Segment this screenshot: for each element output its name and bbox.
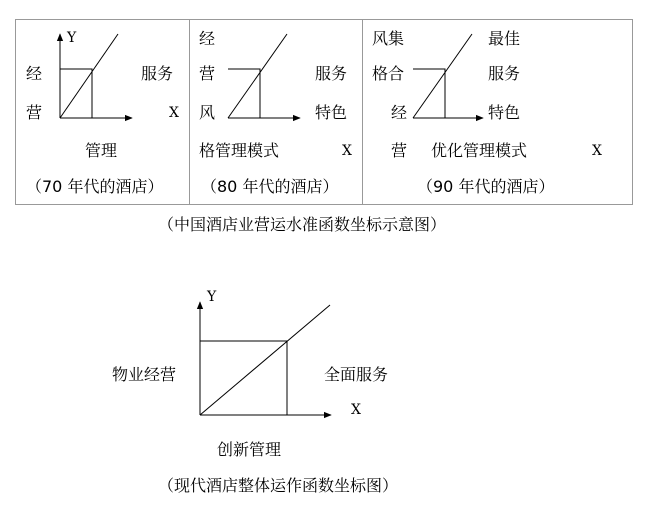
panel2-caption: （80 年代的酒店） [201, 177, 339, 196]
panel3-left-label-2: 格合 [372, 64, 405, 83]
bottom-axis-y-label: Y [207, 289, 217, 305]
panel2-left-label-3: 风 [199, 103, 216, 122]
bottom-axes [200, 302, 331, 415]
panel3-axis-x-label: X [592, 143, 602, 159]
top-caption: （中国酒店业营运水准函数坐标示意图） [158, 215, 447, 234]
panel3-bottom-label: 优化管理模式 [431, 141, 528, 160]
panel1-left-label-2: 营 [26, 103, 43, 122]
panel3-right-label-1: 最佳 [488, 29, 521, 48]
panel2-left-label-2: 营 [199, 64, 216, 83]
panel3-left-label-3: 经 [391, 103, 408, 122]
panel2-right-label-1: 服务 [315, 64, 348, 83]
panel2-axes [228, 34, 300, 118]
panel1-axis-y-label: Y [67, 30, 77, 46]
panel1-right-label: 服务 [141, 64, 174, 83]
panel1-caption: （70 年代的酒店） [26, 177, 164, 196]
panel2-axis-x-label: X [342, 143, 352, 159]
bottom-bottom-label: 创新管理 [217, 440, 282, 459]
panel3-left-label-1: 风集 [372, 29, 405, 48]
panel1-bottom-label: 管理 [85, 141, 118, 160]
panel2-bottom-label: 格管理模式 [199, 141, 280, 160]
panel3-left-label-4: 营 [391, 141, 408, 160]
panel3-right-label-2: 服务 [488, 64, 521, 83]
panel3-caption: （90 年代的酒店） [417, 177, 555, 196]
panel2-right-label-2: 特色 [315, 103, 348, 122]
panel3-axes [413, 34, 483, 118]
panel1-axes [60, 34, 132, 118]
panel2-left-label-1: 经 [199, 29, 216, 48]
bottom-caption: （现代酒店整体运作函数坐标图） [158, 476, 399, 495]
panel3-right-label-3: 特色 [488, 103, 521, 122]
bottom-axis-x-label: X [351, 402, 361, 418]
panel1-left-label-1: 经 [26, 64, 43, 83]
bottom-right-label: 全面服务 [324, 365, 389, 384]
bottom-left-label: 物业经营 [112, 365, 177, 384]
panel1-axis-x-label: X [169, 105, 179, 121]
